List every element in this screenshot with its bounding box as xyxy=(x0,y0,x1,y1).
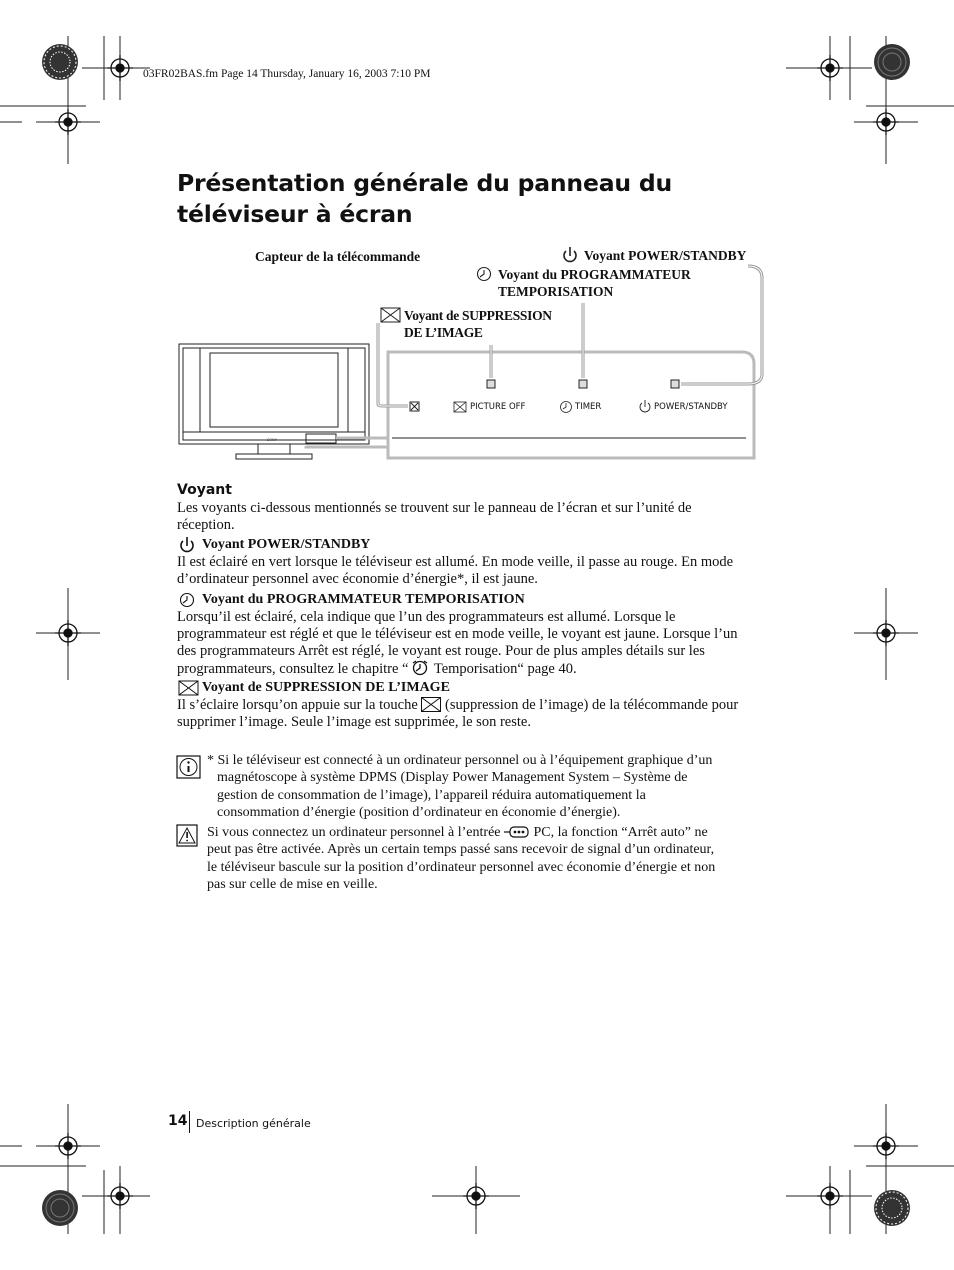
body-text: (suppression de l’image) de la télécommande pour xyxy=(441,697,739,713)
note-line: * Si le téléviseur est connecté à un ordinateur personnel ou à l’équipement graphique d’un xyxy=(207,753,713,768)
body-text: Temporisation“ page 40. xyxy=(430,661,577,677)
note-line: gestion de consommation de l’image), l’appareil réduira automatiquement la xyxy=(217,787,646,803)
item-title-timer: Voyant du PROGRAMMATEUR TEMPORISATION xyxy=(202,592,525,607)
section-heading: Voyant xyxy=(177,482,232,498)
callout-picture-off-line-2: DE L’IMAGE xyxy=(404,325,483,340)
item-title-picture-off: Voyant de SUPPRESSION DE L’IMAGE xyxy=(202,680,450,695)
panel-label-picture-off: PICTURE OFF xyxy=(470,402,526,412)
intro-line: Les voyants ci-dessous mentionnés se trouvent sur le panneau de l’écran et sur l’unité de xyxy=(177,500,692,516)
note-line xyxy=(207,824,715,841)
body-line: des programmateurs Arrêt est réglé, le voyant est rouge. Pour de plus amples détails sur les xyxy=(177,643,705,659)
body-line: supprimer l’image. Seule l’image est supprimée, le son reste. xyxy=(177,714,531,730)
note-line: le téléviseur bascule sur la position d’ordinateur personnel avec économie d’énergie et non xyxy=(207,859,716,875)
body-line: d’ordinateur personnel avec économie d’énergie*, il est jaune. xyxy=(177,571,538,587)
note-line: consommation d’énergie (position d’ordinateur en économie d’énergie). xyxy=(217,804,621,820)
footer-separator xyxy=(189,1111,190,1133)
item-title-power: Voyant POWER/STANDBY xyxy=(202,537,371,552)
page-number: 14 xyxy=(168,1113,188,1129)
panel-label-power-standby: POWER/STANDBY xyxy=(654,402,728,412)
intro-line: réception. xyxy=(177,517,235,533)
callout-remote-sensor: Capteur de la télécommande xyxy=(255,249,421,264)
callout-timer-line-2: TEMPORISATION xyxy=(498,284,614,299)
footer-section-name: Description générale xyxy=(196,1117,311,1130)
callout-power-standby: Voyant POWER/STANDBY xyxy=(584,248,747,263)
tv-brand-label: SONY xyxy=(267,438,277,442)
callout-picture-off-line-1: Voyant de SUPPRESSION xyxy=(404,308,552,323)
panel-label-timer: TIMER xyxy=(575,402,602,412)
body-text: programmateurs, consultez le chapitre “ xyxy=(177,661,409,677)
pc-input-inline-icon xyxy=(504,825,530,839)
file-info-header: 03FR02BAS.fm Page 14 Thursday, January 16, 2003 7:10 PM xyxy=(143,68,431,80)
callout-timer-line-1: Voyant du PROGRAMMATEUR xyxy=(498,267,691,282)
body-line: programmateur est réglé et que le téléviseur est en mode veille, le voyant est jaune. Lorsque l’un xyxy=(177,626,738,642)
note-line: peut pas être activée. Après un certain temps passé sans recevoir de signal d’un ordinateur, xyxy=(207,842,715,858)
note-line: magnétoscope à système DPMS (Display Power Management System – Système de xyxy=(217,770,688,786)
title-line-2: téléviseur à écran xyxy=(177,200,413,228)
title-line-1: Présentation générale du panneau du xyxy=(177,169,673,197)
note-line: pas sur celle de mise en veille. xyxy=(207,876,378,892)
body-line: Lorsqu’il est éclairé, cela indique que l’un des programmateurs est allumé. Lorsque le xyxy=(177,609,676,625)
body-text: Il s’éclaire lorsqu’on appuie sur la touche xyxy=(177,697,422,713)
warning-note xyxy=(207,824,715,893)
note-text: Si vous connectez un ordinateur personnel à l’entrée xyxy=(207,825,505,840)
note-text: PC, la fonction “Arrêt auto” ne xyxy=(530,825,708,840)
body-line: Il est éclairé en vert lorsque le téléviseur est allumé. En mode veille, il passe au rouge. En mode xyxy=(177,554,734,570)
